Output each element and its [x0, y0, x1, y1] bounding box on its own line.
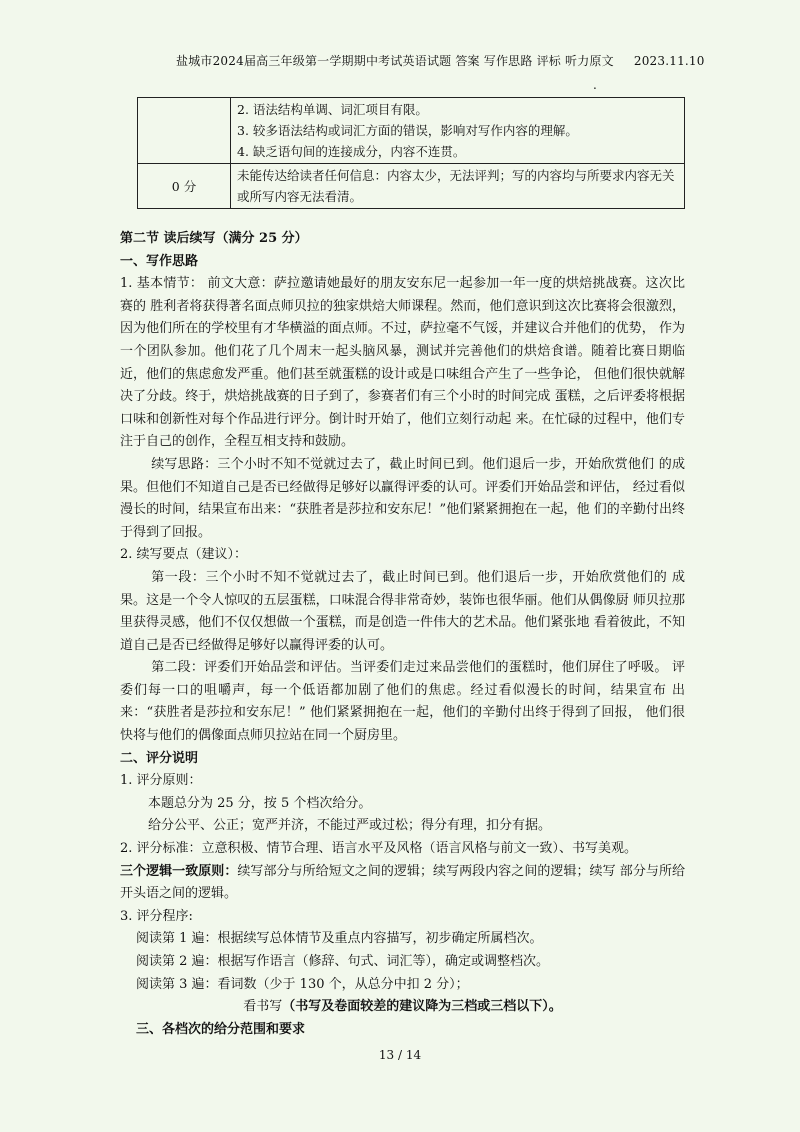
logic-label: 三个逻辑一致原则：: [120, 863, 238, 879]
procedure-step: 阅读第 2 遍：根据写作语言（修辞、句式、词汇等），确定或调整档次。: [136, 954, 550, 969]
continuation-idea-paragraph: 续写思路：三个小时不知不觉就过去了，截止时间已到。他们退后一步，开始欣赏他们 的成果。但他们不知道自己是否已经做得足够好以赢得评委的认可。评委们开始品尝和评估， 经过看似漫长的时间，结果宣布出来：“获胜者是莎拉和安东尼！”他们紧紧拥抱在一起，他 们的辛勤付出终于得到了回报。: [120, 456, 685, 540]
paragraph-two-suggestion: 第二段：评委们开始品尝和评估。当评委们走过来品尝他们的蛋糕时，他们屏住了呼吸。 评委们每一口的咀嚼声，每一个低语都加剧了他们的焦虑。经过看似漫长的时间，结果宣布 出来：“获胜者是莎拉和安东尼！” 他们紧紧拥抱在一起，他们的辛勤付出终于得到了回报， 他们很快将与他们的偶像面点师贝拉站在同一个厨房里。: [120, 660, 685, 744]
header-title: 盐城市2024届高三年级第一学期期中考试英语试题 答案 写作思路 评标 听力原文: [176, 54, 614, 68]
logic-text: 续写部分与所给短文之间的逻辑；续写两段内容之间的逻辑；续写 部分与所给开头语之间的逻辑。: [120, 863, 685, 902]
criteria-line: 未能传达给读者任何信息：内容太少，无法评判；写的内容均与所要求内容无关或所写内容无法看清。: [237, 168, 675, 204]
handwriting-label: 看书写: [243, 999, 283, 1015]
principle-item: 给分公平、公正；宽严并济，不能过严或过松；得分有理，扣分有据。: [148, 818, 552, 834]
table-row: [138, 98, 685, 164]
part3-title: 三、各档次的给分范围和要求: [136, 1021, 306, 1037]
procedure-step: 阅读第 3 遍：看词数（少于 130 个，从总分中扣 2 分）；: [136, 976, 469, 992]
principle-title: 1. 评分原则：: [120, 773, 202, 789]
grade-cell: 0 分: [138, 164, 231, 209]
basic-plot-paragraph: 1. 基本情节： 前文大意：萨拉邀请她最好的朋友安东尼一起参加一年一度的烘焙挑战赛。这次比赛的 胜利者将获得著名面点师贝拉的独家烘焙大师课程。然而，他们意识到这次比赛将会很激烈， 因为他们所在的学校里有才华横溢的面点师。不过，萨拉毫不气馁，并建议合并他们的优势， 作为一个团队参加。他们花了几个周末一起头脑风暴，测试并完善他们的烘焙食谱。随着比赛日期临近，他们的焦虑愈发严重。他们甚至就蛋糕的设计或是口味组合产生了一些争论， 但他们很快就解决了分歧。终于，烘焙挑战赛的日子到了，参赛者们有三个小时的时间完成 蛋糕，之后评委将根据口味和创新性对每个作品进行评分。倒计时开始了，他们立刻行动起 来。在忙碌的过程中，他们专注于自己的创作，全程互相支持和鼓励。: [120, 276, 685, 450]
handwriting-note: （书写及卷面较差的建议降为三档或三档以下）。: [282, 999, 562, 1015]
criteria-cell: [231, 98, 685, 164]
scoring-table: [137, 97, 685, 209]
header-dot: .: [593, 78, 597, 92]
key-points-title: 2. 续写要点（建议）：: [120, 547, 248, 563]
part1-title: 一、写作思路: [120, 253, 199, 269]
handwriting-rule: [120, 996, 685, 1019]
page-number: 13 / 14: [378, 1048, 422, 1062]
main-content: [120, 228, 685, 1041]
header-date: 2023.11.10: [633, 54, 705, 68]
logic-principle: [120, 861, 685, 906]
page-header: [176, 52, 705, 69]
criteria-line: 2. 语法结构单调、词汇项目有限。: [237, 102, 428, 117]
principle-item: 本题总分为 25 分，按 5 个档次给分。: [148, 795, 372, 811]
criteria-line: 4. 缺乏语句间的连接成分，内容不连贯。: [237, 144, 466, 159]
part2-title: 二、评分说明: [120, 750, 199, 766]
criteria-line: 3. 较多语法结构或词汇方面的错误，影响对写作内容的理解。: [237, 123, 578, 138]
scoring-standard: 2. 评分标准：立意积极、情节合理、语言水平及风格（语言风格与前文一致）、书写美观。: [120, 841, 638, 857]
procedure-title: 3. 评分程序:: [120, 908, 193, 924]
criteria-cell: [231, 164, 685, 209]
section-title: 第二节 读后续写（满分 25 分）: [120, 231, 308, 246]
procedure-step: 阅读第 1 遍：根据续写总体情节及重点内容描写，初步确定所属档次。: [136, 931, 543, 947]
grade-cell: [138, 98, 231, 164]
paragraph-one-suggestion: 第一段：三个小时不知不觉就过去了，截止时间已到。他们退后一步，开始欣赏他们的 成果。这是一个令人惊叹的五层蛋糕，口味混合得非常奇妙，装饰也很华丽。他们从偶像厨 师贝拉那里获得灵感，他们不仅仅想做一个蛋糕，而是创造一件伟大的艺术品。他们紧张地 看着彼此，不知道自己是否已经做得足够好以赢得评委的认可。: [120, 569, 685, 653]
table-row: [138, 164, 685, 209]
